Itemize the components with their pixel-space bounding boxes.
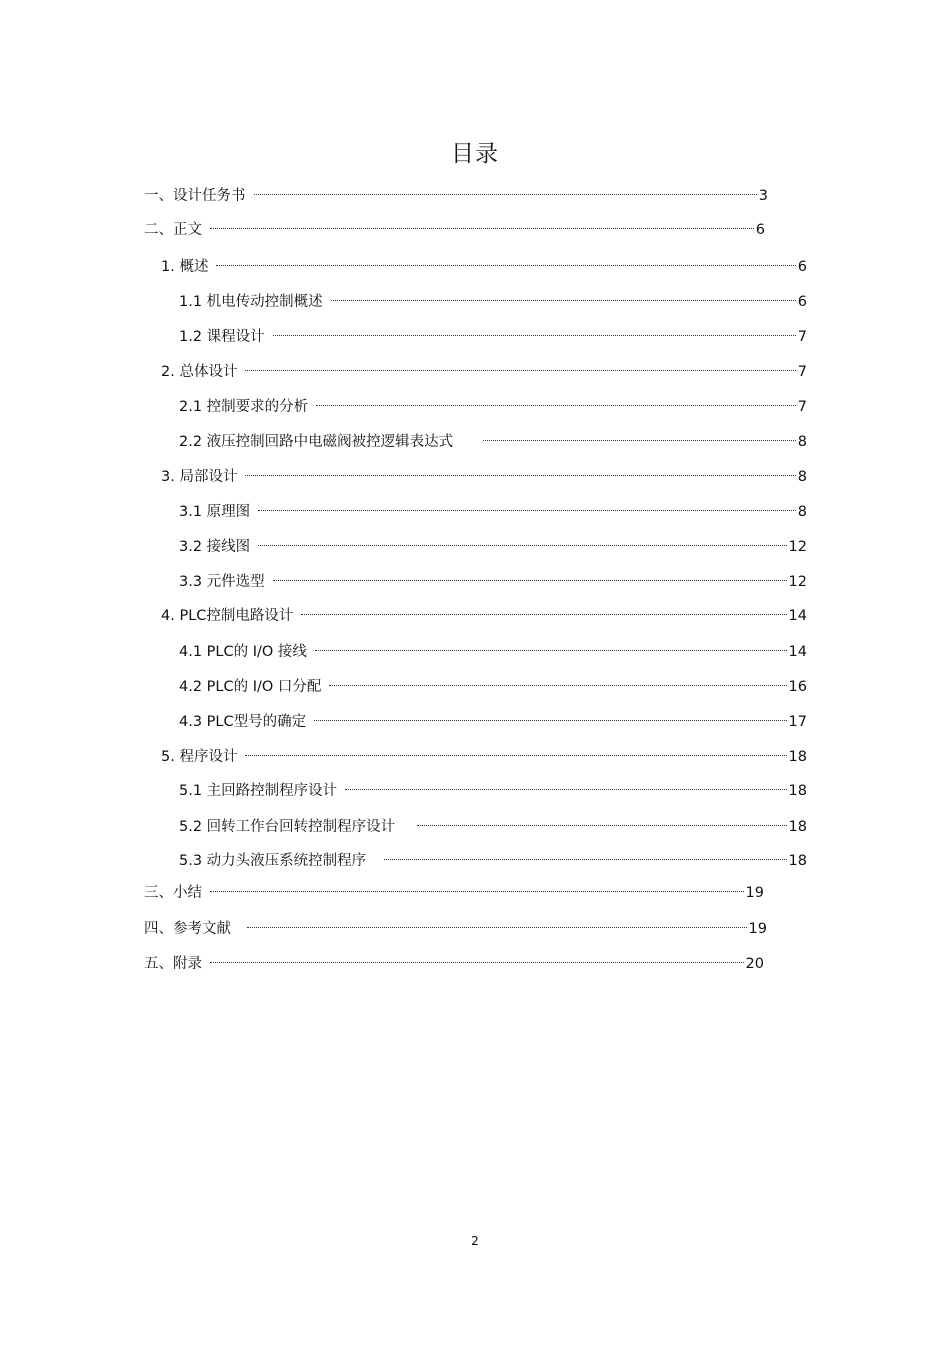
toc-entry-page: 20 xyxy=(745,956,764,972)
toc-entry-overall-design[interactable] xyxy=(161,356,807,382)
toc-entry-3-1[interactable] xyxy=(179,496,807,522)
toc-entry-2-1[interactable] xyxy=(179,391,807,417)
toc-entry-page: 8 xyxy=(797,504,807,520)
toc-entry-page: 14 xyxy=(788,644,807,660)
toc-leader-dots xyxy=(329,671,786,691)
toc-leader-dots xyxy=(210,948,744,968)
toc-entry-partial-design[interactable] xyxy=(161,461,807,487)
toc-leader-dots xyxy=(258,496,796,516)
toc-entry-page: 6 xyxy=(755,222,765,238)
toc-entry-page: 12 xyxy=(788,574,807,590)
toc-entry-3-2[interactable] xyxy=(179,531,807,557)
toc-entry-label: 4.3 PLC型号的确定 xyxy=(179,714,307,730)
toc-leader-dots xyxy=(210,214,754,234)
toc-leader-dots xyxy=(315,636,787,656)
toc-entry-references[interactable] xyxy=(144,913,767,939)
toc-leader-dots xyxy=(483,426,796,446)
toc-entry-page: 7 xyxy=(797,399,807,415)
toc-entry-label: 5.2 回转工作台回转控制程序设计 xyxy=(179,819,396,835)
toc-entry-page: 18 xyxy=(788,853,807,869)
toc-entry-label: 2. 总体设计 xyxy=(161,364,238,380)
toc-leader-dots xyxy=(345,775,786,795)
toc-entry-page: 17 xyxy=(788,714,807,730)
toc-entry-label: 4.1 PLC的 I/O 接线 xyxy=(179,644,307,660)
toc-entry-5-3[interactable] xyxy=(179,845,807,871)
toc-entry-label: 1.2 课程设计 xyxy=(179,329,265,345)
toc-entry-page: 8 xyxy=(797,469,807,485)
toc-entry-2-2[interactable] xyxy=(179,426,807,452)
toc-leader-dots xyxy=(314,706,786,726)
toc-entry-label: 四、参考文献 xyxy=(144,921,231,937)
toc-leader-dots xyxy=(273,321,796,341)
toc-entry-design-task[interactable] xyxy=(144,180,768,206)
toc-leader-dots xyxy=(216,251,795,271)
toc-entry-label: 5. 程序设计 xyxy=(161,749,238,765)
toc-entry-program-design[interactable] xyxy=(161,741,807,767)
toc-entry-label: 2.1 控制要求的分析 xyxy=(179,399,309,415)
toc-entry-page: 18 xyxy=(788,749,807,765)
toc-leader-dots xyxy=(273,566,787,586)
toc-entry-page: 6 xyxy=(797,294,807,310)
toc-entry-4-3[interactable] xyxy=(179,706,807,732)
toc-entry-page: 7 xyxy=(797,364,807,380)
toc-entry-1-2[interactable] xyxy=(179,321,807,347)
toc-leader-dots xyxy=(254,180,757,200)
toc-entry-page: 18 xyxy=(788,819,807,835)
toc-title: 目录 xyxy=(451,141,499,167)
toc-entry-label: 5.3 动力头液压系统控制程序 xyxy=(179,853,367,869)
toc-entry-label: 4.2 PLC的 I/O 口分配 xyxy=(179,679,322,695)
toc-entry-summary[interactable] xyxy=(144,877,764,903)
toc-entry-page: 3 xyxy=(758,188,768,204)
toc-entry-1-1[interactable] xyxy=(179,286,807,312)
toc-entry-page: 19 xyxy=(745,885,764,901)
toc-leader-dots xyxy=(384,845,786,865)
toc-leader-dots xyxy=(331,286,796,306)
toc-entry-label: 5.1 主回路控制程序设计 xyxy=(179,783,338,799)
toc-entry-label: 五、附录 xyxy=(144,956,202,972)
toc-leader-dots xyxy=(245,741,786,761)
toc-entry-label: 4. PLC控制电路设计 xyxy=(161,608,294,624)
toc-leader-dots xyxy=(316,391,796,411)
toc-leader-dots xyxy=(245,461,795,481)
toc-entry-page: 18 xyxy=(788,783,807,799)
toc-entry-label: 3.3 元件选型 xyxy=(179,574,265,590)
toc-entry-page: 16 xyxy=(788,679,807,695)
toc-entry-page: 12 xyxy=(788,539,807,555)
toc-entry-label: 1. 概述 xyxy=(161,259,209,275)
toc-entry-label: 一、设计任务书 xyxy=(144,188,246,204)
toc-leader-dots xyxy=(258,531,786,551)
toc-entry-label: 1.1 机电传动控制概述 xyxy=(179,294,323,310)
toc-entry-5-2[interactable] xyxy=(179,811,807,837)
toc-leader-dots xyxy=(247,913,747,933)
toc-entry-overview[interactable] xyxy=(161,251,807,277)
toc-leader-dots xyxy=(417,811,786,831)
toc-leader-dots xyxy=(245,356,795,376)
toc-entry-appendix[interactable] xyxy=(144,948,764,974)
toc-entry-5-1[interactable] xyxy=(179,775,807,801)
toc-entry-3-3[interactable] xyxy=(179,566,807,592)
toc-entry-page: 6 xyxy=(797,259,807,275)
toc-entry-label: 2.2 液压控制回路中电磁阀被控逻辑表达式 xyxy=(179,434,454,450)
toc-entry-label: 3. 局部设计 xyxy=(161,469,238,485)
toc-entry-label: 三、小结 xyxy=(144,885,202,901)
toc-leader-dots xyxy=(301,600,786,620)
toc-entry-label: 二、正文 xyxy=(144,222,202,238)
toc-entry-page: 19 xyxy=(748,921,767,937)
toc-entry-plc-circuit-design[interactable] xyxy=(161,600,807,626)
toc-entry-4-1[interactable] xyxy=(179,636,807,662)
toc-entry-page: 8 xyxy=(797,434,807,450)
toc-entry-page: 14 xyxy=(788,608,807,624)
toc-entry-label: 3.1 原理图 xyxy=(179,504,251,520)
page-number: 2 xyxy=(471,1234,479,1248)
toc-leader-dots xyxy=(210,877,744,897)
toc-entry-4-2[interactable] xyxy=(179,671,807,697)
toc-entry-main-text[interactable] xyxy=(144,214,765,240)
toc-entry-page: 7 xyxy=(797,329,807,345)
toc-entry-label: 3.2 接线图 xyxy=(179,539,251,555)
